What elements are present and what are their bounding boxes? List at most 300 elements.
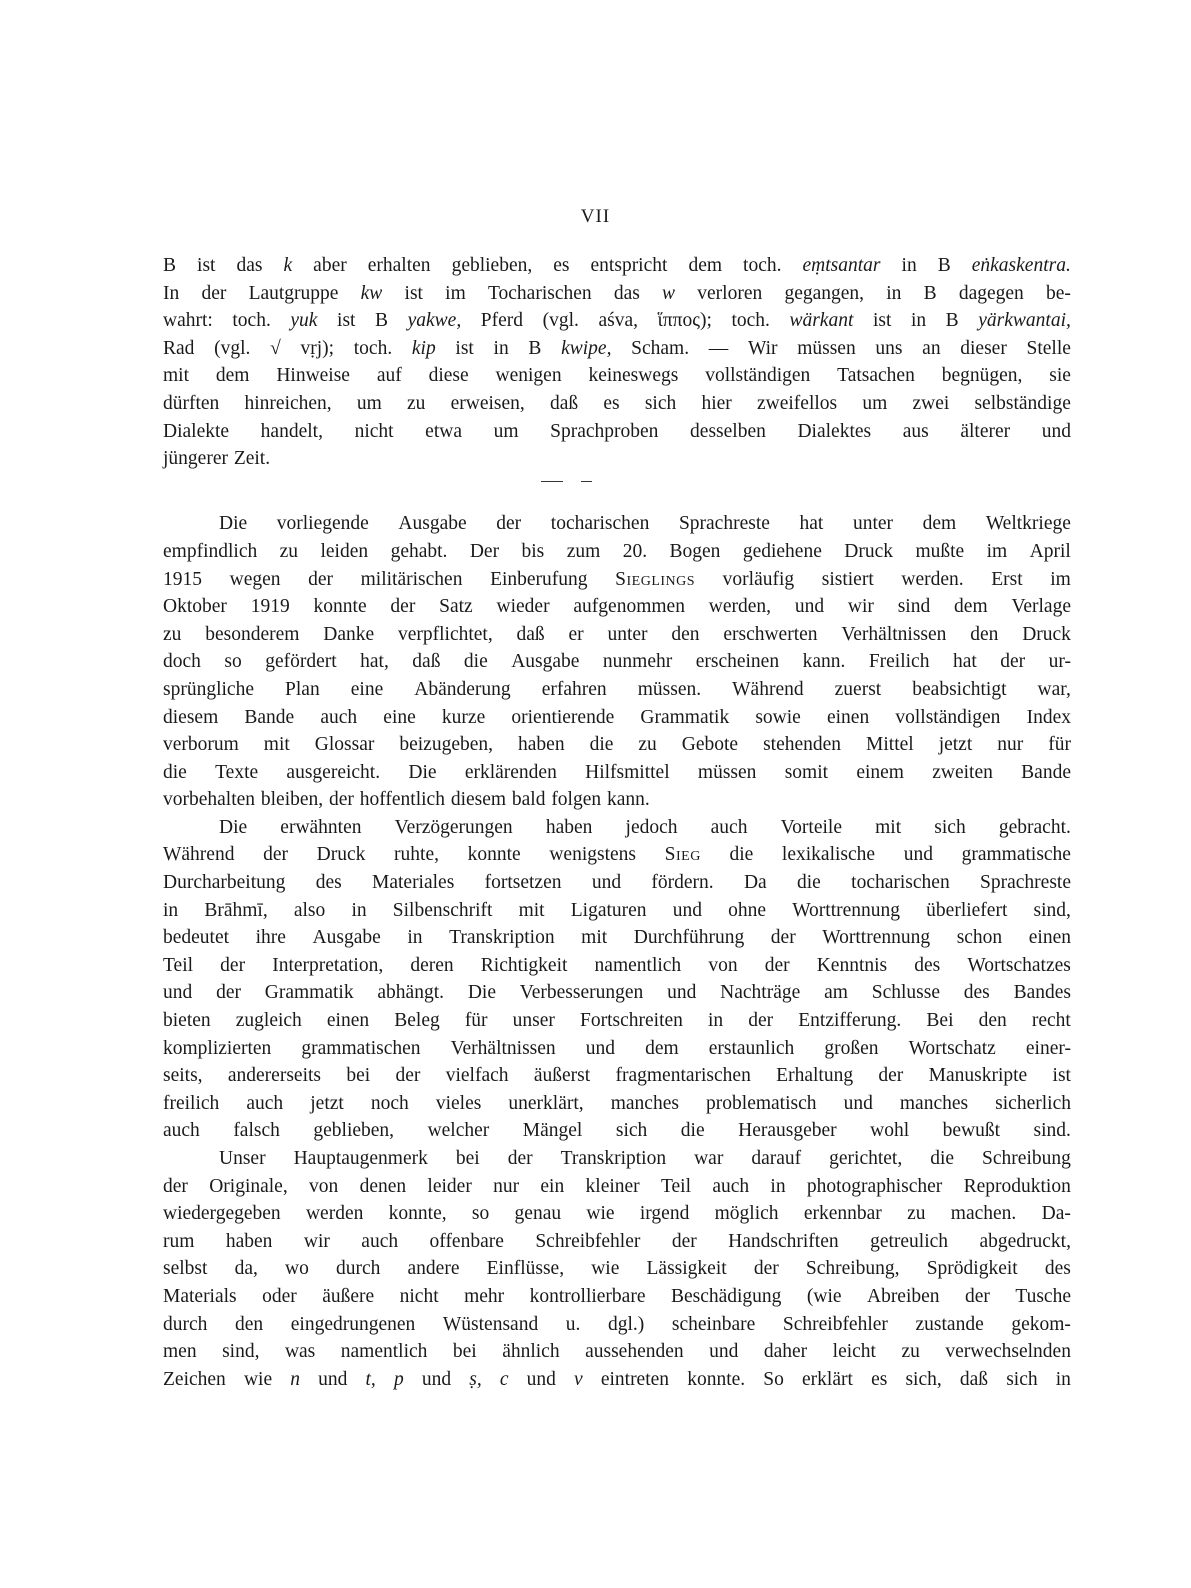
word: so (224, 651, 242, 673)
word: gekom- (1011, 1313, 1071, 1335)
word: eine (383, 706, 416, 728)
word: bis (521, 540, 545, 562)
word: zu (279, 540, 299, 562)
word: grammatische (961, 844, 1071, 866)
word: die (163, 761, 187, 783)
word: vollständigen (895, 706, 1001, 728)
italic-word: kwipe, (561, 337, 612, 359)
word: diesem (450, 789, 507, 811)
word: und (591, 872, 622, 894)
word: Interpretation, (272, 954, 384, 976)
word: Wortschatzes (967, 954, 1071, 976)
text-line (163, 648, 1071, 676)
word: da, (234, 1258, 258, 1280)
word: äußere (322, 1285, 375, 1307)
word: ἵππος); (657, 310, 712, 332)
word: ein (540, 1175, 565, 1197)
section-separator (163, 473, 1071, 501)
word: Durchführung (633, 927, 745, 949)
word: B (923, 282, 937, 304)
text-line (163, 1255, 1071, 1283)
word: noch (370, 1092, 409, 1114)
word: der (216, 982, 241, 1004)
word: toch. (232, 310, 271, 332)
word: daß (516, 623, 545, 645)
word: Einberufung (490, 568, 588, 590)
word: müssen (697, 761, 757, 783)
word: Nachträge (720, 982, 801, 1004)
word: der (220, 954, 246, 976)
word: Pferd (480, 310, 524, 332)
word: darauf (751, 1148, 802, 1169)
word: komplizierten (163, 1037, 272, 1059)
word: verpflichtet, (397, 623, 493, 645)
word: von (708, 954, 738, 976)
word: Satz (439, 596, 473, 618)
word: diese (428, 365, 469, 387)
word: im (1050, 568, 1071, 590)
word: sowie (755, 706, 801, 728)
word: der (201, 282, 227, 304)
word: Die (219, 816, 248, 838)
word: Sprachreste (678, 513, 770, 535)
word: auch (320, 706, 358, 728)
word: Während (732, 678, 804, 700)
text-line (163, 445, 1071, 473)
word: kurze (441, 706, 486, 728)
word: durch (163, 1313, 208, 1335)
text-line (163, 1200, 1071, 1228)
word: und (667, 982, 697, 1004)
word: ist (197, 255, 216, 276)
word: Weltkriege (985, 513, 1071, 535)
word: die (930, 1148, 955, 1169)
word: dürften (163, 392, 220, 414)
word: sind, (222, 1341, 260, 1363)
word: des (315, 872, 342, 894)
word: ist (455, 337, 474, 359)
word: grammatischen (301, 1037, 421, 1059)
text-line (163, 1338, 1071, 1366)
word: dem (954, 596, 988, 618)
word: beizugeben, (399, 734, 494, 756)
word: unser (512, 1010, 555, 1032)
word: (wie (806, 1285, 842, 1307)
word: scheinbare (671, 1313, 756, 1335)
word: ausgereicht. (286, 761, 381, 783)
word: die (463, 651, 488, 673)
word: Ausgabe (312, 927, 381, 949)
word: In (163, 282, 180, 304)
word: was (284, 1341, 316, 1363)
word: B (945, 310, 959, 332)
word: mit (163, 365, 190, 387)
word: zwei (912, 392, 950, 414)
text-line (163, 280, 1071, 308)
word: eingedrungenen (290, 1313, 416, 1335)
word: wie (243, 1368, 273, 1390)
word: zweiten (932, 761, 993, 783)
word: auch (710, 816, 748, 838)
word: unter (852, 513, 894, 535)
word: Schreibung, (805, 1258, 900, 1280)
text-line (163, 1228, 1071, 1256)
word: einen (826, 706, 870, 728)
word: die (797, 872, 821, 894)
word: kann. (802, 651, 846, 673)
word: die (589, 734, 614, 756)
word: in (163, 899, 179, 921)
word: um (493, 420, 519, 442)
word: erfahren (541, 678, 607, 700)
word: Silbenschrift (392, 899, 493, 921)
word: werden, (708, 596, 772, 618)
word: Die (408, 761, 437, 783)
word: gerichtet, (829, 1148, 903, 1169)
small-caps-name: Sieglings (615, 568, 696, 590)
word: bewußt (942, 1120, 1001, 1142)
word: sprüngliche (163, 678, 254, 700)
word: in (493, 337, 509, 359)
word: Da (743, 872, 767, 894)
word: kleiner (585, 1175, 640, 1197)
text-line (163, 1117, 1071, 1145)
word: auch (712, 1175, 750, 1197)
word: gebracht. (998, 816, 1071, 838)
word: Worttrennung (822, 927, 931, 949)
word: problematisch (706, 1092, 817, 1114)
word: äußerst (533, 1065, 591, 1087)
word: sicherlich (995, 1092, 1071, 1114)
word: zu (638, 734, 657, 756)
word: kann. (606, 789, 650, 811)
word: gediehene (742, 540, 822, 562)
word: uns (875, 337, 903, 359)
italic-word: p (393, 1368, 404, 1390)
word: ur- (1048, 651, 1071, 673)
word: mit (875, 816, 902, 838)
word: Sprödigkeit (926, 1258, 1018, 1280)
word: mit (581, 927, 608, 949)
word: müssen. (637, 678, 702, 700)
word: überliefert (926, 899, 1008, 921)
word: Texte (215, 761, 259, 783)
word: bieten (163, 1010, 211, 1032)
word: abhängt. (377, 982, 445, 1004)
word: B (163, 255, 177, 276)
word: kontrollierbare (529, 1285, 646, 1307)
word: jetzt (938, 734, 973, 756)
word: Grammatik (264, 982, 354, 1004)
word: um (356, 392, 382, 414)
word: der (163, 1175, 188, 1197)
word: bleiben, (260, 789, 324, 811)
word: Freilich (868, 651, 930, 673)
page-number: VII (580, 206, 611, 227)
word: älterer (960, 420, 1011, 442)
word: schon (956, 927, 1003, 949)
word: dieser (960, 337, 1007, 359)
word: auch (361, 1230, 399, 1252)
word: der (263, 844, 289, 866)
word: sich (1006, 1368, 1038, 1390)
word: freilich (163, 1092, 220, 1114)
word: Fortschreiten (580, 1010, 683, 1032)
separator-dash (541, 481, 563, 482)
text-line (163, 676, 1071, 704)
word: für (464, 1010, 488, 1032)
word: Verlage (1011, 596, 1071, 618)
word: der (770, 927, 796, 949)
word: und (794, 596, 825, 618)
text-line (163, 1366, 1071, 1394)
word: Materials (163, 1285, 237, 1307)
word: möglich (714, 1203, 779, 1225)
word: somit (784, 761, 829, 783)
word: empfindlich (163, 540, 258, 562)
word: vollständigen (705, 365, 811, 387)
word: eintreten (600, 1368, 670, 1390)
word: Ausgabe (398, 513, 467, 535)
word: ähnlich (502, 1341, 560, 1363)
text-line (163, 1311, 1071, 1339)
word: einen (1028, 927, 1071, 949)
text-line (163, 1062, 1071, 1090)
text-line (163, 841, 1071, 869)
word: getreulich (870, 1230, 949, 1252)
word: zu (901, 1341, 920, 1363)
word: Vorteile (780, 816, 842, 838)
word: namentlich (594, 954, 682, 976)
word: ist (1052, 1065, 1071, 1087)
word: Wortschatz (908, 1037, 996, 1059)
word: 1915 (163, 568, 202, 590)
word: tocharischen (851, 872, 950, 894)
word: vṛj); (300, 337, 335, 359)
text-line (163, 869, 1071, 897)
word: Beleg (394, 1010, 440, 1032)
word: also (293, 899, 326, 921)
word: auch (163, 1120, 200, 1142)
word: in (351, 899, 367, 921)
word: von (309, 1175, 339, 1197)
word: dem (645, 1037, 679, 1059)
word: besonderem (205, 623, 300, 645)
word: hinreichen, (244, 392, 332, 414)
italic-word: yakwe, (407, 310, 462, 332)
word: Tatsachen (837, 365, 915, 387)
word: Rad (163, 337, 195, 359)
word: dem (215, 365, 250, 387)
word: des (1044, 1258, 1071, 1280)
word: rum (163, 1230, 195, 1252)
word: erschwerten (723, 623, 818, 645)
word: Bandes (1013, 982, 1071, 1004)
word: 20. (622, 540, 648, 562)
word: Unser (219, 1148, 266, 1169)
word: Handschriften (728, 1230, 839, 1252)
word: lexikalische (781, 844, 876, 866)
word: Dialektes (797, 420, 872, 442)
word: Glossar (314, 734, 375, 756)
word: jedoch (625, 816, 678, 838)
word: Wir (747, 337, 778, 359)
text-line (163, 1145, 1071, 1173)
word: mit (518, 899, 545, 921)
word: Bei (926, 1010, 954, 1032)
word: entspricht (590, 255, 668, 276)
word: wegen (229, 568, 281, 590)
word: so (471, 1203, 490, 1225)
text-line (163, 307, 1071, 335)
word: Verhältnissen (841, 623, 947, 645)
word: wahrt: (163, 310, 213, 332)
word: Ausgabe (511, 651, 580, 673)
word: ist (872, 310, 892, 332)
text-line (163, 593, 1071, 621)
word: Transkription (449, 927, 555, 949)
italic-word: yuk (290, 310, 318, 332)
italic-word: yärkwantai, (978, 310, 1071, 332)
word: verwechselnden (945, 1341, 1071, 1363)
word: vielfach (445, 1065, 509, 1087)
word: Richtigkeit (480, 954, 568, 976)
word: und (709, 1341, 739, 1363)
word: fragmentarischen (615, 1065, 751, 1087)
word: Lautgruppe (248, 282, 339, 304)
word: doch (163, 651, 201, 673)
word: und (672, 899, 702, 921)
word: der (965, 1285, 990, 1307)
word: 1919 (250, 596, 290, 618)
text-line (163, 1007, 1071, 1035)
word: geblieben, (451, 255, 533, 276)
text-line (163, 1035, 1071, 1063)
word: leicht (832, 1341, 876, 1363)
text-line (163, 362, 1071, 390)
word: in (886, 282, 902, 304)
word: erwähnten (280, 816, 362, 838)
word: Wüstensand (442, 1313, 539, 1335)
word: Stelle (1026, 337, 1071, 359)
word: Schreibung (982, 1148, 1071, 1169)
word: in (910, 310, 927, 332)
word: mußte (915, 540, 965, 562)
word: toch. (731, 310, 770, 332)
word: Teil (163, 954, 194, 976)
word: für (1048, 734, 1071, 756)
word: unerklärt, (508, 1092, 584, 1114)
word: Durcharbeitung (163, 872, 286, 894)
word: Schlusse (871, 982, 940, 1004)
word: daß (550, 392, 579, 414)
word: Bogen (669, 540, 721, 562)
word: Während (163, 844, 235, 866)
word: erklärenden (464, 761, 557, 783)
word: handelt, (260, 420, 323, 442)
word: der (395, 1065, 421, 1087)
word: Verzögerungen (394, 816, 513, 838)
word: Einflüsse, (486, 1258, 565, 1280)
word: Zeichen (163, 1368, 226, 1390)
separator-dash (581, 481, 592, 482)
word: Materiales (372, 872, 455, 894)
word: den (978, 1010, 1007, 1032)
word: Plan (285, 678, 320, 700)
word: der (671, 1230, 697, 1252)
text-line (163, 566, 1071, 594)
word: war (694, 1148, 724, 1169)
word: die (729, 844, 754, 866)
word: — (708, 337, 729, 359)
text-line (163, 1283, 1071, 1311)
word: werden. (901, 568, 964, 590)
body-text (163, 252, 1071, 1393)
word: wenigstens (549, 844, 636, 866)
word: Erst (991, 568, 1023, 590)
word: wir (847, 596, 874, 618)
word: seits, (163, 1065, 203, 1087)
word: Der (469, 540, 500, 562)
word: verloren (697, 282, 763, 304)
word: jüngerer (163, 448, 228, 470)
word: machen. (950, 1203, 1017, 1225)
word: ruhte, (394, 844, 439, 866)
text-line (163, 979, 1071, 1007)
word: nur (997, 734, 1024, 756)
word: wohl (870, 1120, 910, 1142)
text-line (163, 704, 1071, 732)
paragraph (163, 814, 1071, 1145)
word: und (903, 844, 933, 866)
word: Bande (1021, 761, 1071, 783)
word: Mittel (866, 734, 914, 756)
word: aussehenden (585, 1341, 684, 1363)
word: Hauptaugenmerk (293, 1148, 428, 1169)
word: sistiert (821, 568, 874, 590)
word: etwa (425, 420, 462, 442)
word: das (236, 255, 263, 276)
word: leider (427, 1175, 472, 1197)
word: der (329, 789, 354, 811)
word: einen (326, 1010, 370, 1032)
word: Lässigkeit (646, 1258, 727, 1280)
word: manches (899, 1092, 969, 1114)
word: Verhältnissen (450, 1037, 556, 1059)
italic-word: n (290, 1368, 300, 1390)
word: des (914, 954, 941, 976)
word: (vgl. (214, 337, 251, 359)
word: wir (303, 1230, 330, 1252)
word: konnte (313, 596, 367, 618)
word: mehr (464, 1285, 505, 1307)
italic-word: kip (411, 337, 436, 359)
word: müssen (797, 337, 856, 359)
word: Druck (316, 844, 366, 866)
italic-word: v (574, 1368, 583, 1390)
word: Abänderung (414, 678, 511, 700)
word: leiden (320, 540, 369, 562)
word: er (568, 623, 584, 645)
word: Kenntnis (816, 954, 888, 976)
word: im (986, 540, 1008, 562)
text-line (163, 1173, 1071, 1201)
word: geblieben, (313, 1120, 395, 1142)
word: erkennbar (803, 1203, 882, 1225)
word: jetzt (310, 1092, 344, 1114)
word: der (748, 1010, 774, 1032)
word: Mängel (522, 1120, 583, 1142)
